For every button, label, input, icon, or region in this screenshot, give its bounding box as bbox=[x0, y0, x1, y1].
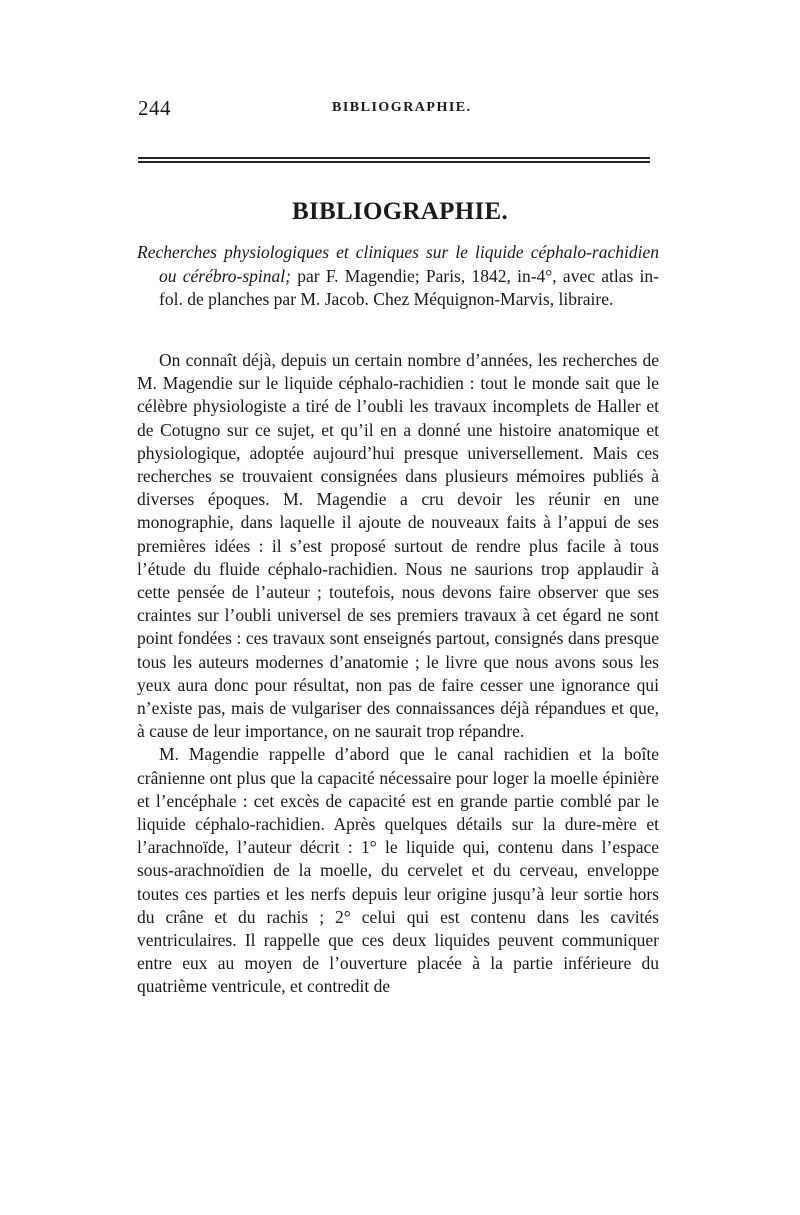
paragraph-1: On connaît déjà, depuis un certain nombre d’années, les recherches de M. Magendie sur le liquide céphalo-rachidien : tout le monde sait que le célèbre physiologiste a tiré de l’oubli les travaux incomplets de Haller et de Cotugno sur ce sujet, et qu’il en a donné une histoire anatomique et physiologique, adoptée aujourd’hui presque universellement. Mais ces recherches se trouvaient consignées dans plusieurs mémoires publiés à diverses époques. M. Magendie a cru devoir les réunir en une monographie, dans laquelle il ajoute de nouveaux faits à l’appui de ses premières idées : il s’est proposé surtout de rendre plus facile à tous l’étude du fluide céphalo-rachidien. Nous ne saurions trop applaudir à cette pensée de l’auteur ; toutefois, nous devons faire observer que ses craintes sur l’oubli universel de ses premiers travaux à cet égard ne sont point fondées : ces travaux sont enseignés partout, consignés dans presque tous les auteurs modernes d’anatomie ; le livre que nous avons sous les yeux aura donc pour résultat, non pas de faire cesser une ignorance qui n’existe pas, mais de vulgariser des connaissances déjà répandues et que, à cause de leur importance, on ne saurait trop répandre. bbox=[137, 350, 659, 742]
book-title: Recherches physiologiques et cliniques sur le liquide céphalo-rachidien ou cérébro-spinal; bbox=[137, 242, 659, 286]
page-number: 244 bbox=[138, 96, 171, 120]
running-head bbox=[138, 96, 662, 122]
double-rule-bottom bbox=[138, 161, 650, 163]
review-body bbox=[137, 349, 659, 999]
bibliography-citation bbox=[137, 241, 659, 312]
bibliography-entry bbox=[137, 241, 659, 312]
book-details: par F. Magendie; Paris, 1842, in-4°, avec atlas in-fol. de planches par M. Jacob. Chez Méquignon-Marvis, libraire. bbox=[159, 265, 659, 309]
double-rule-top bbox=[138, 157, 650, 159]
running-title: BIBLIOGRAPHIE. bbox=[332, 100, 472, 115]
section-title: BIBLIOGRAPHIE. bbox=[291, 198, 509, 225]
paragraph-2: M. Magendie rappelle d’abord que le canal rachidien et la boîte crânienne ont plus que la capacité nécessaire pour loger la moelle épinière et l’encéphale : cet excès de capacité est en grande partie comblé par le liquide céphalo-rachidien. Après quelques détails sur la dure-mère et l’arachnoïde, l’auteur décrit : 1° le liquide qui, contenu dans l’espace sous-arachnoïdien de la moelle, du cervelet et du cerveau, enveloppe toutes ces parties et les nerfs depuis leur origine jusqu’à leur sortie hors du crâne et du rachis ; 2° celui qui est contenu dans les cavités ventriculaires. Il rappelle que ces deux liquides peuvent communiquer entre eux au moyen de l’ouverture placée à la partie inférieure du quatrième ventricule, et contredit de bbox=[137, 744, 659, 997]
